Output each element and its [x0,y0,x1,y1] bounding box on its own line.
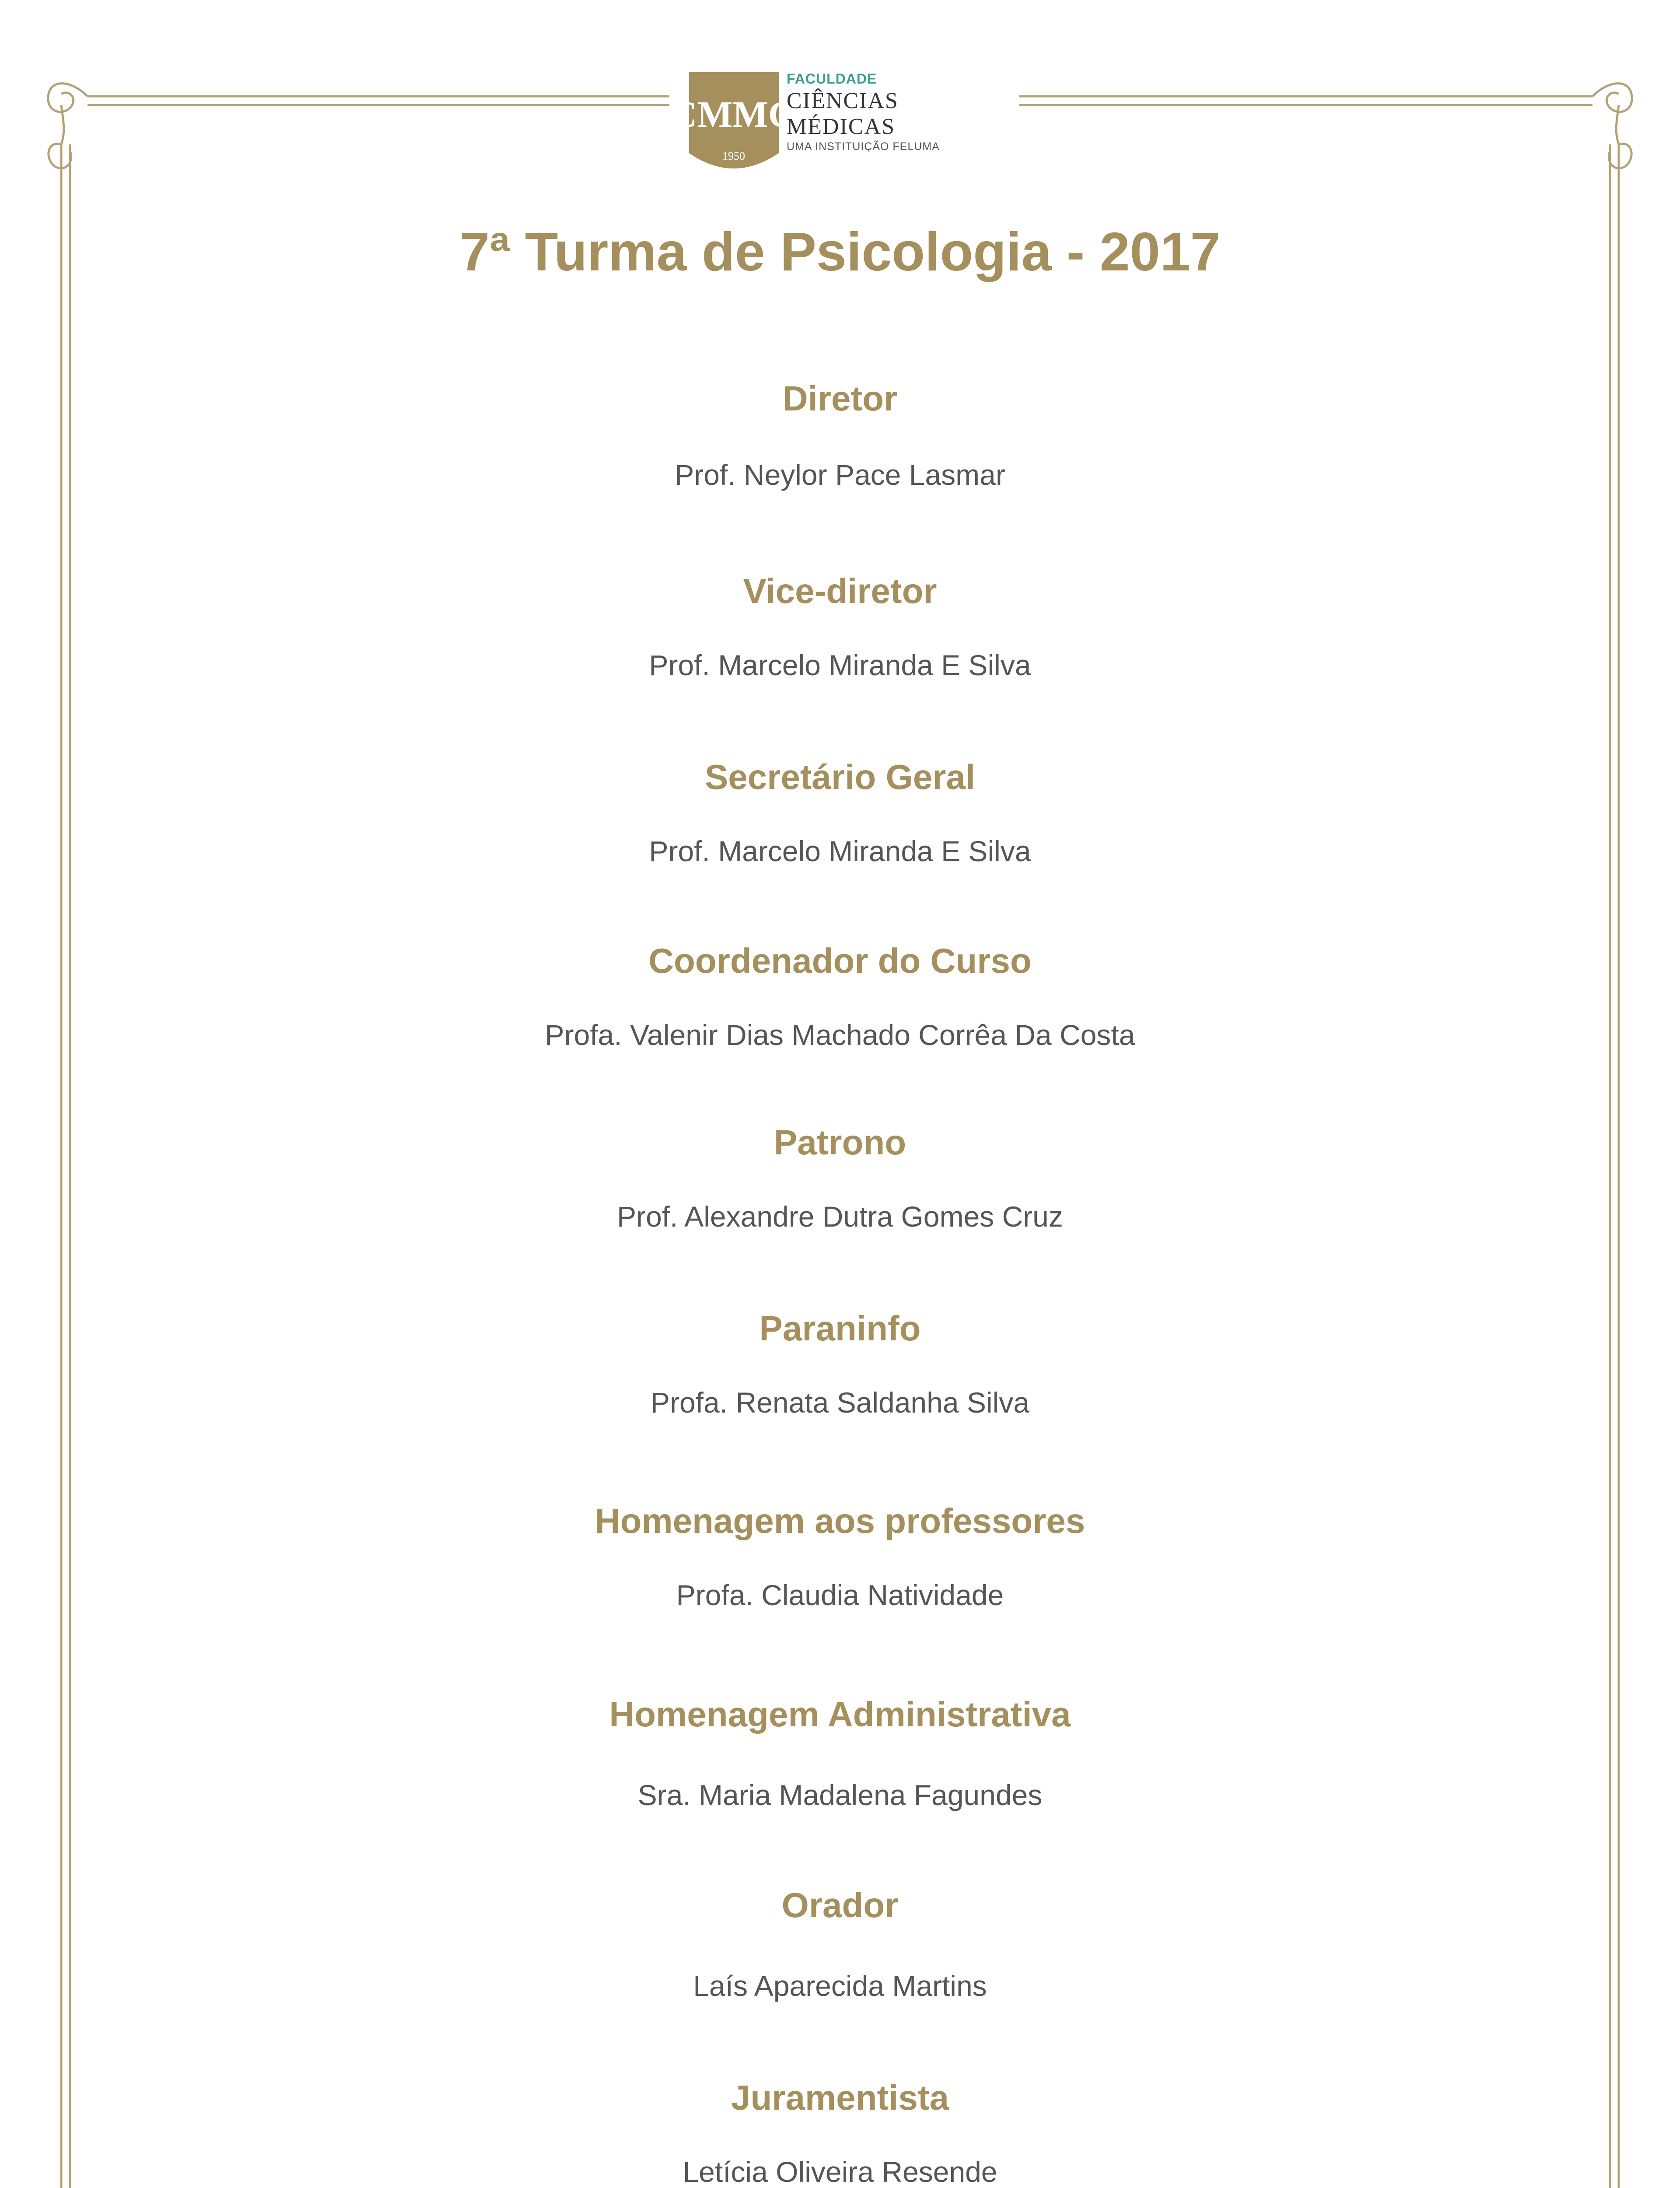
section-heading: Orador [781,1886,899,1925]
section-heading: Homenagem Administrativa [609,1695,1071,1734]
section-heading: Paraninfo [759,1309,921,1348]
section-diretor [0,379,1680,491]
section-patrono [0,1122,1680,1233]
section-vice-diretor [0,571,1680,682]
section-secretario-geral [0,757,1680,868]
section-homenagem-administrativa [0,1694,1680,1812]
section-heading: Diretor [782,379,898,418]
section-coordenador [0,941,1680,1052]
section-heading: Vice-diretor [743,572,937,610]
section-person: Prof. Alexandre Dutra Gomes Cruz [617,1200,1063,1233]
section-person: Profa. Renata Saldanha Silva [651,1386,1029,1419]
section-person: Laís Aparecida Martins [693,1970,987,2002]
section-heading: Patrono [774,1123,906,1162]
section-heading: Homenagem aos professores [595,1501,1085,1540]
logo-faculdade: FACULDADE [787,71,877,87]
section-paraninfo [0,1308,1680,1419]
page-title: 7ª Turma de Psicologia - 2017 [459,222,1221,282]
section-person: Profa. Valenir Dias Machado Corrêa Da Costa [545,1019,1135,1051]
section-heading: Secretário Geral [704,757,976,796]
section-person: Prof. Neylor Pace Lasmar [675,459,1005,491]
svg-text:1950: 1950 [722,150,745,162]
shield-emblem-icon [670,70,798,179]
section-heading: Juramentista [731,2078,949,2117]
institution-logo [670,70,1002,179]
section-person: Prof. Marcelo Miranda E Silva [649,649,1031,681]
section-person: Prof. Marcelo Miranda E Silva [649,835,1031,867]
logo-ciencias-medicas: CIÊNCIAS MÉDICAS [787,88,899,139]
section-person: Letícia Oliveira Resende [682,2156,998,2188]
svg-text:CMMG: CMMG [670,93,798,135]
section-juramentista [0,2078,1680,2188]
section-homenagem-professores [0,1501,1680,1612]
section-person: Profa. Claudia Natividade [676,1579,1004,1611]
logo-instituicao: UMA INSTITUIÇÃO FELUMA [787,140,940,153]
section-heading: Coordenador do Curso [648,941,1032,980]
section-orador [0,1885,1680,2002]
section-person: Sra. Maria Madalena Fagundes [637,1779,1043,1811]
